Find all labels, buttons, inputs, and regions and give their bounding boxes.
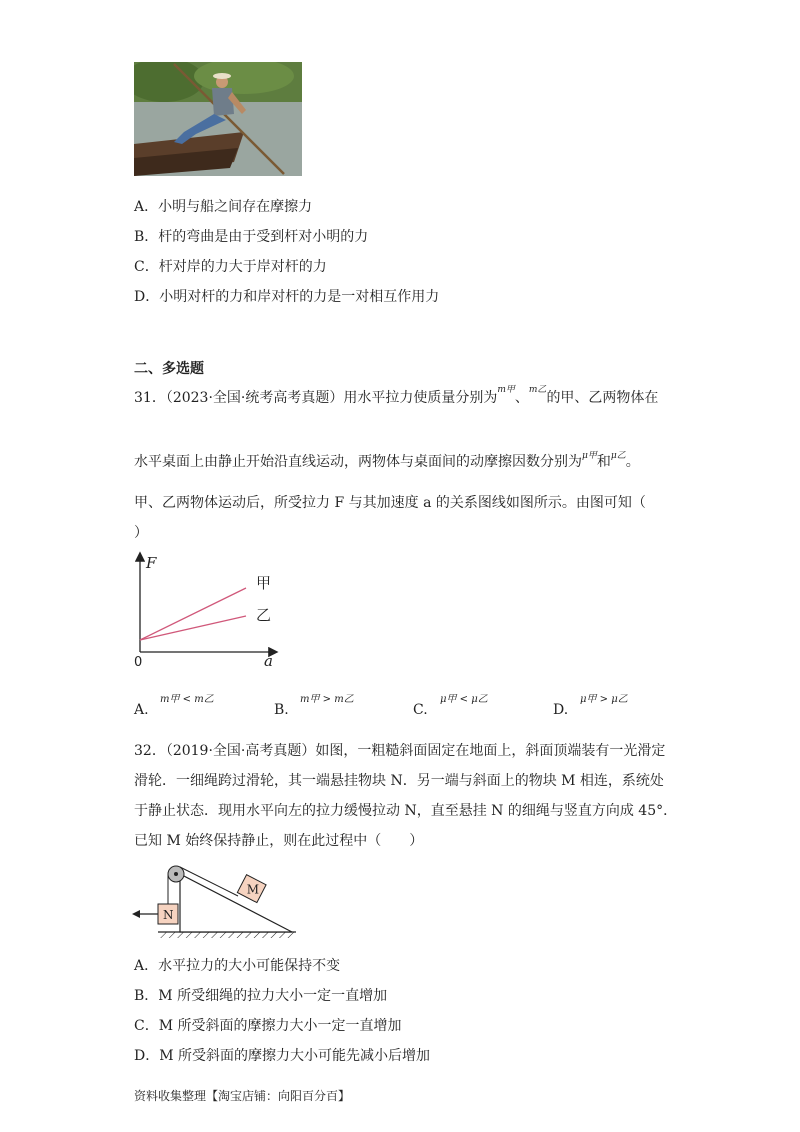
q32-line3: 于静止状态．现用水平向左的拉力缓慢拉动 N，直至悬挂 N 的细绳与竖直方向成 45°． xyxy=(134,803,678,819)
q31-option-d-label: D. xyxy=(553,702,569,718)
q31-line2 xyxy=(134,453,640,473)
q31-option-a-expr: m甲 < m乙 xyxy=(160,694,214,705)
q31-graph xyxy=(130,548,290,672)
q32-option-b: B．M 所受细绳的拉力大小一定一直增加 xyxy=(134,988,388,1004)
q32-line4: 已知 M 始终保持静止，则在此过程中（ ） xyxy=(134,833,424,849)
q31-m-jia: m甲 xyxy=(497,385,515,395)
q31-mu-yi: μ乙 xyxy=(610,451,626,461)
q31-line2-start: 水平桌面上由静止开始沿直线运动，两物体与桌面间的动摩擦因数分别为 xyxy=(134,454,582,470)
q32-option-a: A．水平拉力的大小可能保持不变 xyxy=(134,958,341,974)
graph-label-jia: 甲 xyxy=(256,574,272,592)
q31-and: 和 xyxy=(596,454,611,470)
ground-hatch xyxy=(158,932,296,938)
q31-option-c-expr: μ甲 < μ乙 xyxy=(440,694,488,705)
boat-photo xyxy=(134,62,302,176)
page-footer: 资料收集整理【淘宝店铺：向阳百分百】 xyxy=(134,1089,351,1103)
graph-x-label: a xyxy=(264,652,273,670)
q31-option-c-label: C. xyxy=(413,702,428,718)
q32-option-c: C．M 所受斜面的摩擦力大小一定一直增加 xyxy=(134,1018,402,1034)
q32-line2: 滑轮．一细绳跨过滑轮，其一端悬挂物块 N．另一端与斜面上的物块 M 相连，系统处 xyxy=(134,773,664,789)
q31-sep: 、 xyxy=(514,390,529,406)
graph-line-jia xyxy=(140,588,246,640)
block-n-label: N xyxy=(163,908,174,922)
q31-line3: 甲、乙两物体运动后，所受拉力 F 与其加速度 a 的关系图线如图所示。由图可知（ xyxy=(134,495,646,511)
q31-line2-end: 。 xyxy=(625,454,640,470)
q30-option-d: D．小明对杆的力和岸对杆的力是一对相互作用力 xyxy=(134,289,440,305)
q30-option-b: B．杆的弯曲是由于受到杆对小明的力 xyxy=(134,229,369,245)
incline-slope xyxy=(180,874,292,932)
q31-line1 xyxy=(134,385,659,409)
q31-line1-end: 的甲、乙两物体在 xyxy=(546,390,659,406)
q30-option-a: A．小明与船之间存在摩擦力 xyxy=(134,199,313,215)
section-title: 二、多选题 xyxy=(134,361,204,377)
q32-option-d: D．M 所受斜面的摩擦力大小可能先减小后增加 xyxy=(134,1048,431,1064)
q31-option-b-expr: m甲 > m乙 xyxy=(300,694,354,705)
q31-mu-jia: μ甲 xyxy=(582,451,597,461)
q31-line4: ） xyxy=(134,525,148,541)
graph-y-label: F xyxy=(146,554,157,572)
block-m-label: M xyxy=(246,882,260,897)
q31-m-yi: m乙 xyxy=(528,385,547,395)
pull-arrow-head xyxy=(132,910,140,918)
q31-option-b-label: B. xyxy=(274,702,289,718)
q31-option-d-expr: μ甲 > μ乙 xyxy=(580,694,628,705)
q32-line1: 32．（2019·全国·高考真题）如图，一粗糙斜面固定在地面上，斜面顶端装有一光滑定 xyxy=(134,743,666,759)
graph-label-yi: 乙 xyxy=(256,606,272,624)
q30-option-c: C．杆对岸的力大于岸对杆的力 xyxy=(134,259,327,275)
graph-line-yi xyxy=(140,616,246,640)
graph-origin: 0 xyxy=(134,655,143,670)
q32-incline-figure xyxy=(130,858,310,948)
q31-option-a-label: A. xyxy=(134,702,149,718)
q31-line1-start: 31．（2023·全国·统考高考真题）用水平拉力使质量分别为 xyxy=(134,390,498,406)
